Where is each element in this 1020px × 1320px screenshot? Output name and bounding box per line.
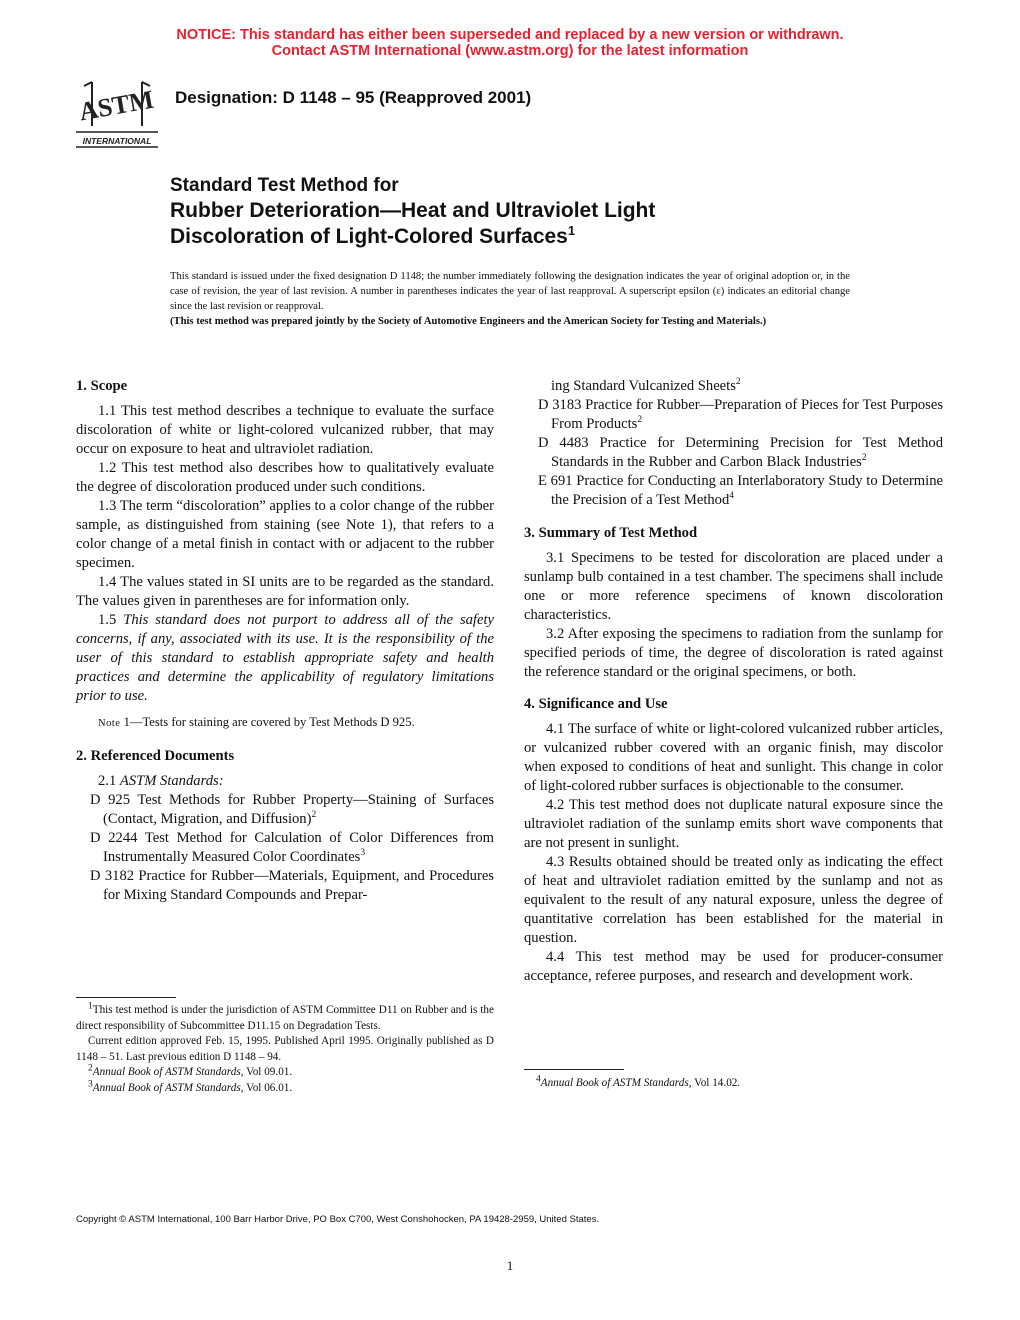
referenced-heading: 2. Referenced Documents xyxy=(76,748,235,764)
ref-sup: 4 xyxy=(729,491,735,502)
fn-text: , Vol 09.01. xyxy=(240,1066,293,1078)
summary-3-2: 3.2 After exposing the specimens to radiation from the sunlamp for specified periods of time, the degree of discoloration is rated against the reference standard or the original specimens, or both. xyxy=(524,626,943,680)
ref-text: D 4483 Practice for Determining Precision for Test Method Standards in the Rubber and Carbon Black Industries xyxy=(538,435,943,470)
title-footnote-mark: 1 xyxy=(567,223,576,238)
ref-sup: 2 xyxy=(311,810,317,821)
fn-italic: Annual Book of ASTM Standards xyxy=(92,1081,241,1094)
logo-subtext: INTERNATIONAL xyxy=(82,136,152,146)
fn-mark: 4 xyxy=(536,1074,541,1085)
ref-sup: 2 xyxy=(735,377,741,388)
prepared-text: (This test method was prepared jointly by the Society of Automotive Engineers and the American Society for Testing and Materials.) xyxy=(170,316,767,327)
issued-text: This standard is issued under the fixed designation D 1148; the number immediately following the designation indicates the year of original adoption or, in the case of revision, the year of last revision. A number in parentheses indicates the year of last reapproval. A superscript epsilon (ε) indicates an editorial change since the last revision or reapproval. xyxy=(170,271,850,312)
ref-d3183 xyxy=(524,396,943,434)
scope-1-5-num: 1.5 xyxy=(98,612,117,628)
scope-1-4: 1.4 The values stated in SI units are to be regarded as the standard. The values given in parentheses are for information only. xyxy=(76,574,494,609)
ref-d2244 xyxy=(76,829,494,867)
footnote-1b: Current edition approved Feb. 15, 1995. Published April 1995. Originally published as D 1148 – 51. Last previous edition D 1148 – 94. xyxy=(76,1035,494,1063)
significance-4-2: 4.2 This test method does not duplicate natural exposure since the ultraviolet radiation of the sunlamp emits short wave components that are not present in sunlight. xyxy=(524,797,943,851)
ref-e691 xyxy=(524,472,943,510)
ref-d925 xyxy=(76,791,494,829)
footnotes-right xyxy=(524,1076,943,1092)
designation: Designation: D 1148 – 95 (Reapproved 2001) xyxy=(175,88,532,107)
issued-statement xyxy=(170,269,850,329)
fn-italic: Annual Book of ASTM Standards xyxy=(92,1066,241,1078)
sub-num: 2.1 xyxy=(98,773,117,789)
significance-4-3: 4.3 Results obtained should be treated only as indicating the effect of heat and ultraviolet radiation emitted by the sunlamp and not as equivalent to the result of any natural exposure, unless the degree of quantitative correlation has been established for the material in question. xyxy=(524,854,943,946)
ref-text: E 691 Practice for Conducting an Interlaboratory Study to Determine the Precision of a Test Method xyxy=(538,473,943,508)
fn-mark: 2 xyxy=(88,1063,93,1074)
scope-1-5 xyxy=(76,611,494,706)
notice-line-2: Contact ASTM International (www.astm.org) for the latest information xyxy=(271,43,749,59)
astm-logo xyxy=(72,74,162,150)
scope-1-1: 1.1 This test method describes a technique to evaluate the surface discoloration of white or light-colored vulcanized rubber, that may occur on exposure to heat and ultraviolet radiation. xyxy=(76,403,494,457)
scope-1-3: 1.3 The term “discoloration” applies to a color change of the rubber sample, as distinguished from staining (see Note 1), that refers to a color change of a metal finish in contact with or adjacent to the rubber specimen. xyxy=(76,498,494,571)
fn-text: This test method is under the jurisdiction of ASTM Committee D11 on Rubber and is the direct responsibility of Subcommittee D11.15 on Degradation Tests. xyxy=(76,1004,494,1032)
right-column xyxy=(524,377,943,986)
scope-1-2: 1.2 This test method also describes how to qualitatively evaluate the degree of discoloration produced under such conditions. xyxy=(76,460,494,495)
fn-mark: 3 xyxy=(88,1078,93,1089)
scope-heading: 1. Scope xyxy=(76,378,128,394)
significance-heading: 4. Significance and Use xyxy=(524,696,668,712)
footnote-2 xyxy=(76,1065,494,1081)
title-line-1: Standard Test Method for xyxy=(170,175,399,196)
summary-3-1: 3.1 Specimens to be tested for discoloration are placed under a sunlamp bulb contained in a test chamber. The specimens shall include one or more reference specimens of known discoloration characteristics. xyxy=(524,550,943,623)
fn-text: , Vol 14.02. xyxy=(688,1077,741,1089)
ref-text: D 3183 Practice for Rubber—Preparation of Pieces for Test Purposes From Products xyxy=(538,397,943,432)
ref-sup: 3 xyxy=(360,848,366,859)
summary-heading: 3. Summary of Test Method xyxy=(524,525,698,541)
footnote-3 xyxy=(76,1078,494,1097)
note-label: Note xyxy=(98,718,121,729)
notice-line-1: NOTICE: This standard has either been superseded and replaced by a new version or withdrawn. xyxy=(176,27,844,43)
footnote-1 xyxy=(76,1003,494,1034)
title-line-3 xyxy=(170,224,655,250)
astm-standards-sub xyxy=(76,772,494,791)
ref-text: D 2244 Test Method for Calculation of Color Differences from Instrumentally Measured Color Coordinates xyxy=(90,830,494,865)
title-line-3-text: Discoloration of Light-Colored Surfaces xyxy=(170,225,568,248)
note-text: 1—Tests for staining are covered by Test Methods D 925. xyxy=(123,715,415,729)
ref-d3182-cont xyxy=(524,377,943,396)
fn-text: , Vol 06.01. xyxy=(240,1081,293,1094)
ref-d3182 xyxy=(76,867,494,905)
page-number: 1 xyxy=(506,1258,514,1273)
ref-text: D 925 Test Methods for Rubber Property—Staining of Surfaces (Contact, Migration, and Diffusion) xyxy=(90,792,494,827)
fn-mark: 1 xyxy=(88,1001,93,1012)
logo-text: ASTM xyxy=(76,84,156,127)
significance-4-4: 4.4 This test method may be used for producer-consumer acceptance, referee purposes, and research and development work. xyxy=(524,949,943,984)
left-column xyxy=(76,377,494,905)
ref-sup: 2 xyxy=(637,415,643,426)
document-title xyxy=(170,174,655,250)
ref-text: D 3182 Practice for Rubber—Materials, Equipment, and Procedures for Mixing Standard Compounds and Prepar- xyxy=(90,868,494,903)
footnotes-left xyxy=(76,1003,494,1096)
footnote-rule-left xyxy=(76,997,176,998)
note-1 xyxy=(76,713,494,733)
significance-4-1: 4.1 The surface of white or light-colored vulcanized rubber articles, or vulcanized rubber covered with an organic finish, may discolor when exposed to conditions of heat and sunlight. This change in color of light-colored rubber surfaces is objectionable to the consumer. xyxy=(524,721,943,794)
sub-label: ASTM Standards: xyxy=(119,773,224,789)
title-line-2: Rubber Deterioration—Heat and Ultraviolet Light xyxy=(170,199,656,222)
ref-sup: 2 xyxy=(861,453,867,464)
copyright: Copyright © ASTM International, 100 Barr Harbor Drive, PO Box C700, West Conshohocken, PA 19428-2959, United States. xyxy=(76,1214,600,1225)
ref-d4483 xyxy=(524,434,943,472)
footnote-4 xyxy=(524,1076,943,1092)
fn-italic: Annual Book of ASTM Standards xyxy=(540,1077,689,1089)
footnote-rule-right xyxy=(524,1069,624,1070)
scope-1-5-text: This standard does not purport to address all of the safety concerns, if any, associated with its use. It is the responsibility of the user of this standard to establish appropriate safety and health practices and determine the applicability of regulatory limitations prior to use. xyxy=(76,612,494,704)
ref-text: ing Standard Vulcanized Sheets xyxy=(551,378,736,394)
